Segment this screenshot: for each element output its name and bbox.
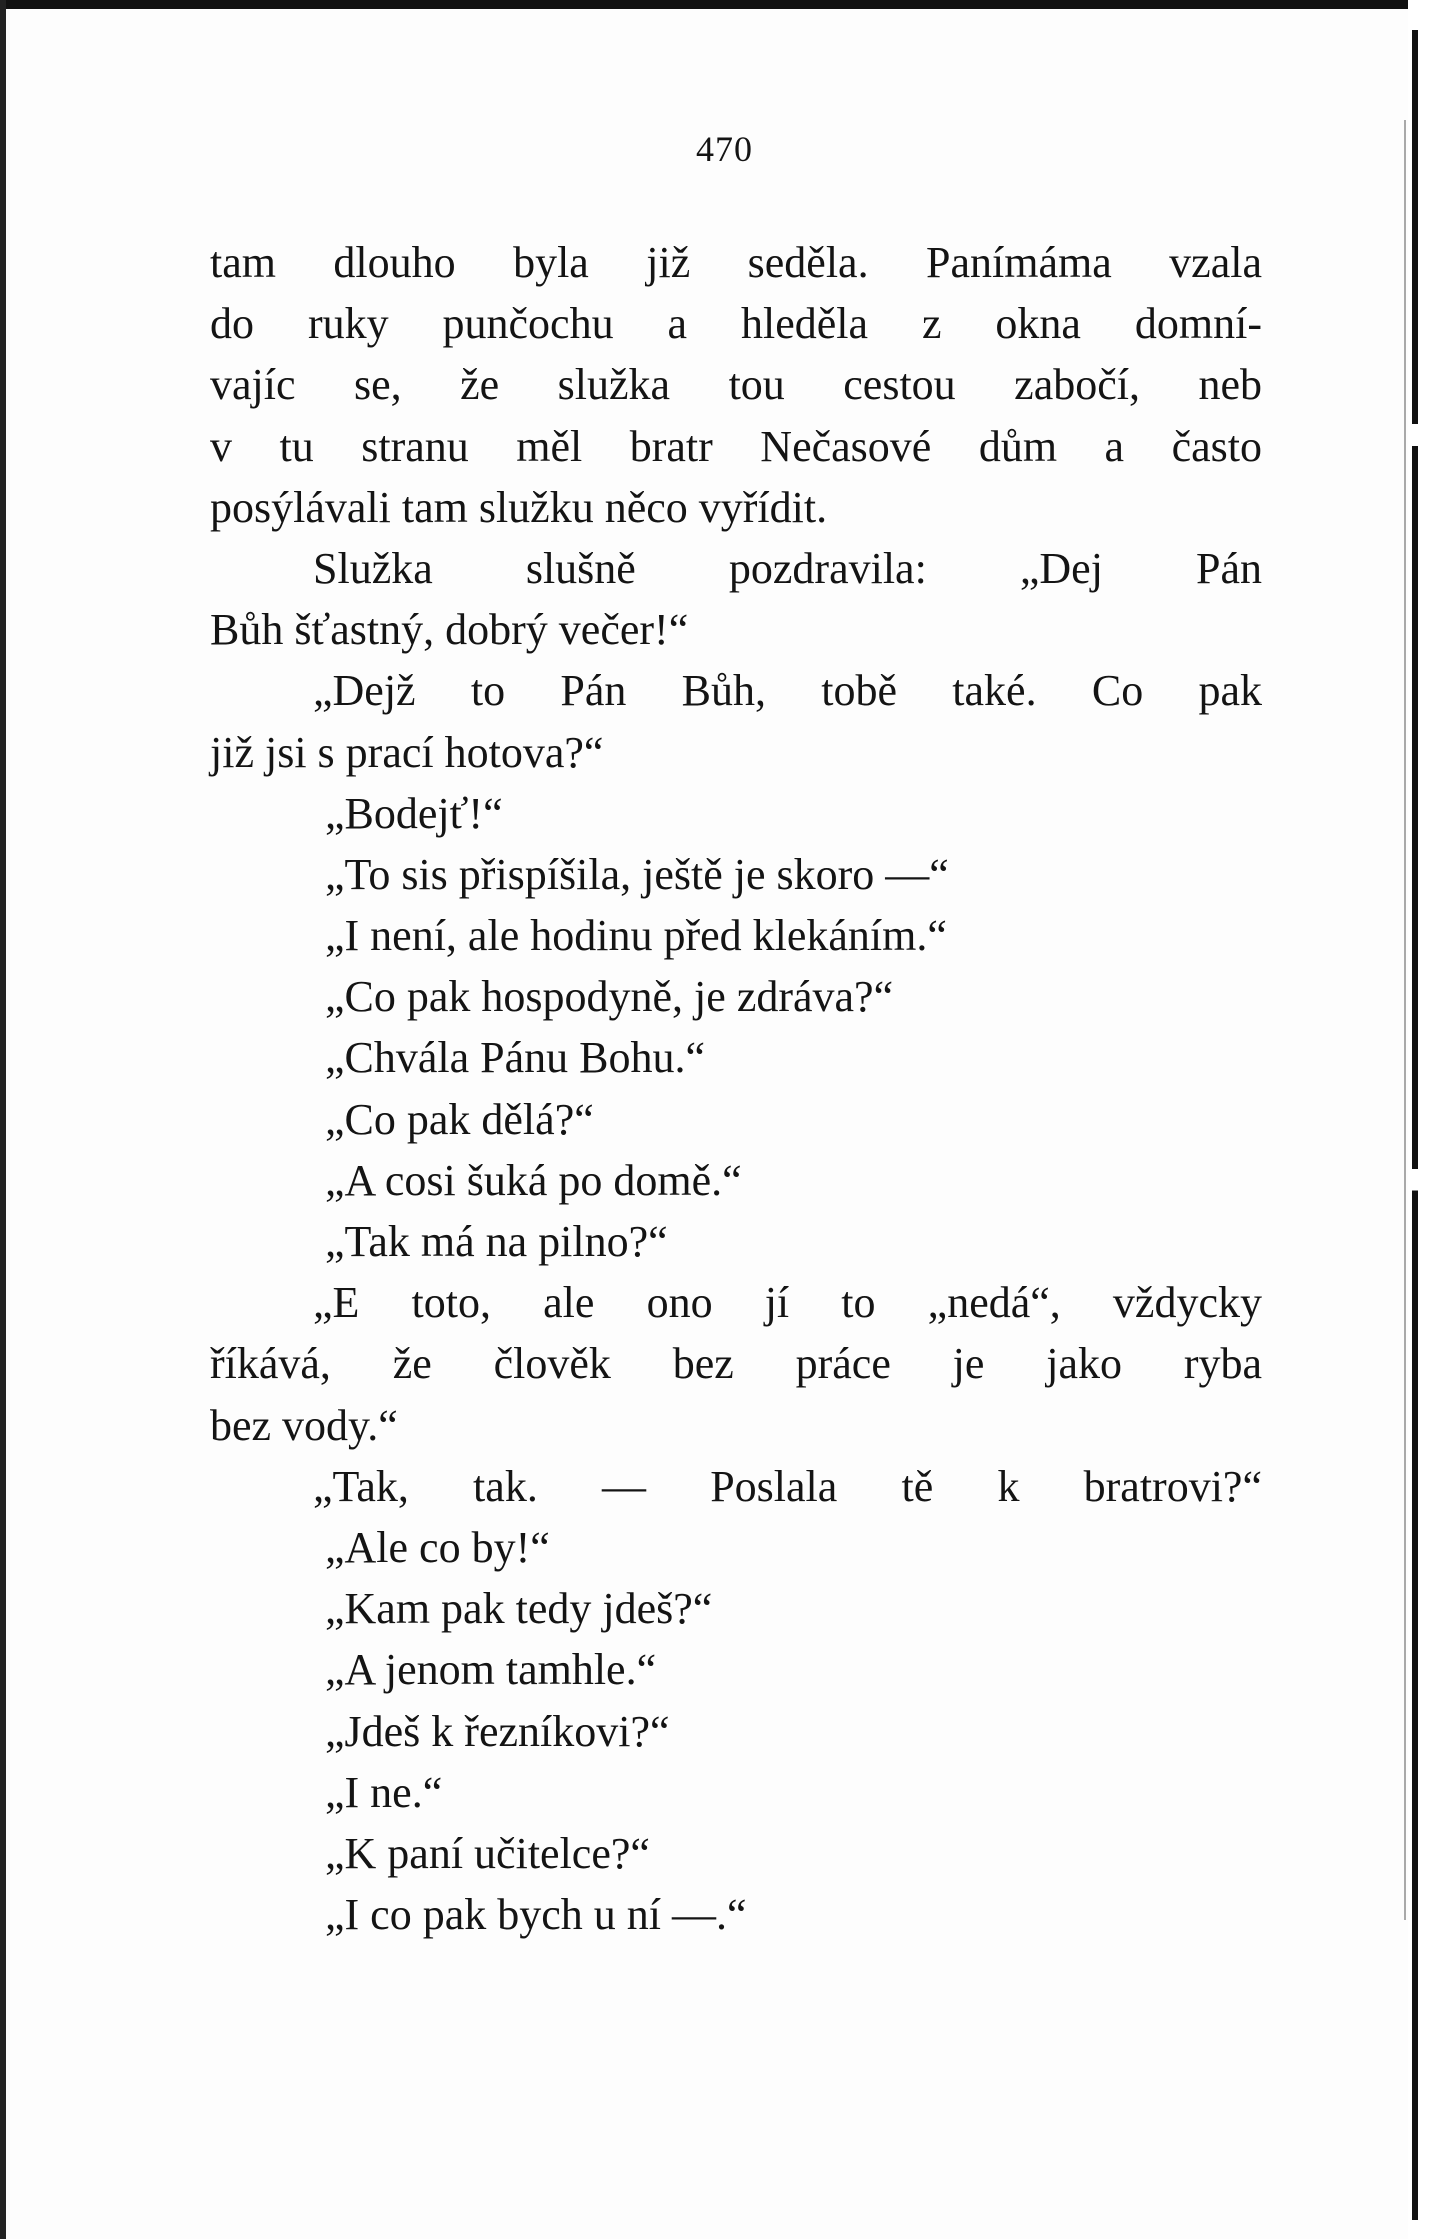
text-line: „Jdeš k řezníkovi?“ [325,1706,670,1756]
text-line: „Dejž to Pán Bůh, tobě také. Co pak [313,666,1262,716]
text-line: „K paní učitelce?“ [325,1828,650,1878]
text-line: „Co pak dělá?“ [325,1094,594,1144]
text-line: „Kam pak tedy jdeš?“ [325,1584,713,1634]
text-line: „Co pak hospodyně, je zdráva?“ [325,972,894,1022]
text-line: v tu stranu měl bratr Nečasové dům a často [210,421,1262,471]
text-line: „Bodejť!“ [325,788,503,838]
text-line: Bůh šťastný, dobrý večer!“ [210,605,689,655]
text-line: do ruky punčochu a hleděla z okna domní- [210,299,1262,349]
text-line: Služka slušně pozdravila: „Dej Pán [313,543,1262,593]
text-line: „I co pak bych u ní —.“ [325,1890,747,1940]
text-line: „Tak, tak. — Poslala tě k bratrovi?“ [313,1461,1262,1511]
text-line: již jsi s prací hotova?“ [210,727,604,777]
scan-edge-left [0,0,6,2239]
text-line: „Ale co by!“ [325,1522,550,1572]
scan-edge-right-line [1412,30,1418,2220]
text-line: posýlávali tam služku něco vyřídit. [210,482,828,532]
body-text [210,232,1262,1945]
text-line: říkává, že člověk bez práce je jako ryba [210,1339,1262,1389]
text-line: „To sis přispíšila, ještě je skoro —“ [325,849,949,899]
text-line: „I není, ale hodinu před klekáním.“ [325,911,947,961]
text-line: „I ne.“ [325,1767,443,1817]
text-line: „A cosi šuká po domě.“ [325,1155,742,1205]
text-line: „Tak má na pilno?“ [325,1217,668,1266]
text-line: „A jenom tamhle.“ [325,1645,657,1695]
scan-edge-top [0,0,1449,9]
text-line: vajíc se, že služka tou cestou zabočí, neb [210,360,1262,410]
text-line: tam dlouho byla již seděla. Panímáma vzala [210,238,1262,287]
page-number: 470 [696,129,753,169]
text-line: bez vody.“ [210,1400,398,1450]
text-line: „Chvála Pánu Bohu.“ [325,1033,706,1083]
scan-shadow-line [1404,120,1406,1920]
text-line: „E toto, ale ono jí to „nedá“, vždycky [313,1278,1262,1328]
